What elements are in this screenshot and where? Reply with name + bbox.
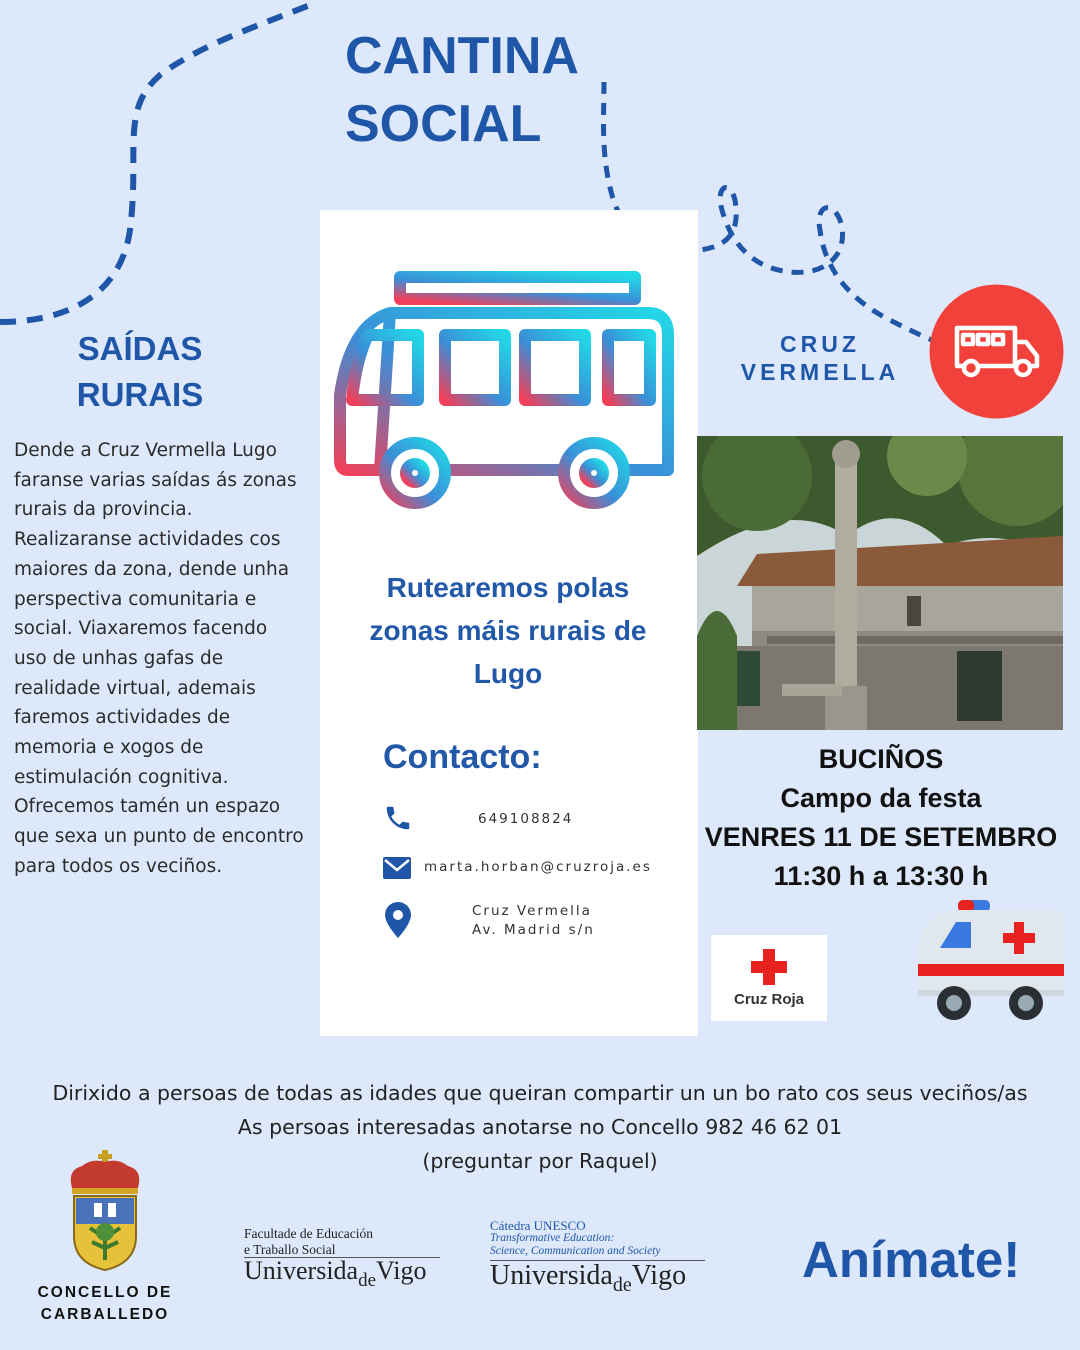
- org-line-1: CRUZ: [780, 331, 860, 357]
- uvigo-logo-1: [244, 1256, 427, 1291]
- route-line-1: Rutearemos polas: [386, 572, 630, 603]
- bus-icon: [330, 265, 690, 525]
- event-venue: Campo da festa: [780, 783, 982, 813]
- org-line-2: VERMELLA: [740, 359, 900, 385]
- faculty-line-1: Facultade de Educación: [244, 1226, 373, 1241]
- event-details: [700, 740, 1062, 896]
- red-cross-icon: [751, 949, 787, 985]
- title-line-2: SOCIAL: [345, 95, 542, 153]
- phone-number[interactable]: 649108824: [478, 811, 574, 827]
- phone-icon: [383, 803, 413, 833]
- camper-van-icon: [929, 284, 1064, 419]
- address: [472, 902, 595, 940]
- location-pin-icon: [385, 902, 411, 938]
- event-place: BUCIÑOS: [818, 744, 944, 774]
- footer-line-3: (preguntar por Raquel): [422, 1149, 658, 1173]
- unesco-line-3: Science, Communication and Society: [490, 1245, 661, 1257]
- event-time: 11:30 h a 13:30 h: [773, 861, 989, 891]
- side-title-line-1: SAÍDAS: [77, 330, 203, 367]
- org-name: [730, 330, 910, 386]
- side-title: [40, 326, 240, 418]
- event-date: VENRES 11 DE SETEMBRO: [704, 822, 1058, 852]
- route-text: [340, 566, 676, 695]
- village-photo: [697, 436, 1063, 730]
- route-line-3: Lugo: [473, 658, 543, 689]
- faculty-name: [244, 1226, 373, 1258]
- uvigo-part-a: Universida: [244, 1256, 359, 1285]
- footer-line-1: Dirixido a persoas de todas as idades que queiran compartir un un bo rato cos seus veciños/as: [52, 1081, 1028, 1105]
- concello-line-1: CONCELLO DE: [37, 1284, 173, 1301]
- unesco-line-2: Transformative Education:: [490, 1232, 615, 1244]
- email-address[interactable]: marta.horban@cruzroja.es: [424, 859, 652, 875]
- address-line-1: Cruz Vermella: [472, 903, 592, 919]
- uvigo-part-b: de: [358, 1270, 377, 1291]
- route-line-2: zonas máis rurais de: [369, 615, 647, 646]
- uvigo2-part-c: Vigo: [631, 1260, 687, 1291]
- uvigo-part-c: Vigo: [376, 1256, 427, 1285]
- unesco-chair: [490, 1219, 661, 1258]
- contact-heading: Contacto:: [383, 738, 542, 776]
- cruz-roja-logo: [711, 935, 827, 1021]
- call-to-action: Anímate!: [802, 1231, 1021, 1288]
- footer-line-2: As persoas interesadas anotarse no Concello 982 46 62 01: [237, 1115, 843, 1139]
- address-line-2: Av. Madrid s/n: [472, 922, 595, 938]
- title-line-1: CANTINA: [345, 27, 579, 85]
- ambulance-icon: [916, 898, 1066, 1023]
- side-title-line-2: RURAIS: [76, 376, 204, 413]
- footer-text: [0, 1076, 1080, 1178]
- mail-icon: [383, 857, 411, 879]
- uvigo-logo-2: [490, 1260, 687, 1296]
- uvigo2-part-a: Universida: [490, 1260, 613, 1291]
- faculty-line-2: e Traballo Social: [244, 1242, 336, 1257]
- concello-name: [30, 1282, 180, 1326]
- main-title: [345, 22, 579, 158]
- concello-line-2: CARBALLEDO: [40, 1306, 170, 1323]
- unesco-line-1: Cátedra UNESCO: [490, 1218, 586, 1233]
- uvigo2-part-b: de: [612, 1274, 632, 1296]
- coat-of-arms-icon: [62, 1148, 148, 1273]
- side-description: Dende a Cruz Vermella Lugo faranse varias saídas ás zonas rurais da provincia. Realizaranse actividades cos maiores da zona, dende unha perspectiva comunitaria e social. Viaxaremos facendo uso de unhas gafas de realidade virtual, ademais faremos actividades de memoria e xogos de estimulación cognitiva. Ofrecemos tamén un espazo que sexa un punto de encontro para todos os veciños.: [14, 440, 304, 877]
- cruz-roja-label: Cruz Roja: [733, 991, 804, 1008]
